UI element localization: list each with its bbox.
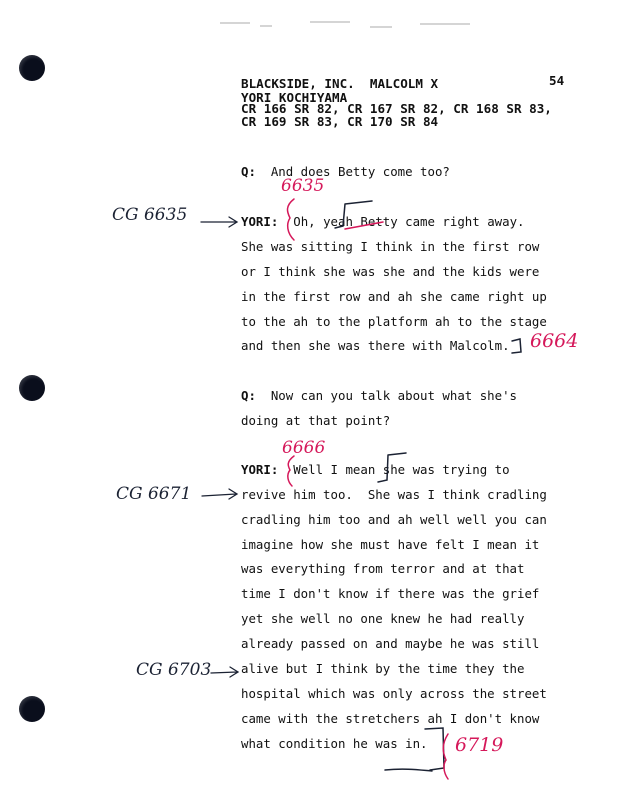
handwritten-timecode-4: 6719 <box>455 734 504 756</box>
arrow-icon <box>202 489 237 499</box>
transcript-line: was everything from terror and at that <box>241 561 525 576</box>
handwritten-timecode-2: 6664 <box>530 330 579 352</box>
transcript-line: She was sitting I think in the first row <box>241 239 540 254</box>
handwritten-timecode-1: 6635 <box>281 176 325 196</box>
transcript-line: or I think she was she and the kids were <box>241 264 540 279</box>
transcript-line: alive but I think by the time they the <box>241 661 525 676</box>
transcript-line: Well I mean she was trying to <box>293 462 510 477</box>
transcript-line: to the ah to the platform ah to the stage <box>241 314 547 329</box>
handwritten-cg-code-2: CG 6671 <box>116 484 192 504</box>
transcript-line: revive him too. She was I think cradling <box>241 487 547 502</box>
speaker-label: Q: <box>241 388 256 403</box>
header-line-4: CR 169 SR 83, CR 170 SR 84 <box>241 114 439 129</box>
speaker-label: YORI: <box>241 462 279 477</box>
transcript-line: hospital which was only across the street <box>241 686 547 701</box>
transcript-line: in the first row and ah she came right up <box>241 289 547 304</box>
transcript-line: imagine how she must have felt I mean it <box>241 537 540 552</box>
handwritten-cg-code-1: CG 6635 <box>112 205 188 225</box>
arrow-icon <box>201 217 237 227</box>
speaker-label: Q: <box>241 164 256 179</box>
bracket-mark <box>287 199 294 240</box>
handwritten-cg-code-3: CG 6703 <box>136 660 212 680</box>
bracket-mark <box>335 201 372 228</box>
arrow-icon <box>211 667 238 677</box>
transcript-line: cradling him too and ah well well you can <box>241 512 547 527</box>
transcript-line: doing at that point? <box>241 413 391 428</box>
transcript-line: what condition he was in. <box>241 736 428 751</box>
transcript-line: and then she was there with Malcolm. <box>241 338 510 353</box>
header-line-2: YORI KOCHIYAMA <box>241 90 348 105</box>
transcript-line: already passed on and maybe he was still <box>241 636 540 651</box>
speaker-label: YORI: <box>241 214 279 229</box>
bracket-mark <box>443 734 448 779</box>
transcript-line: Oh, yeah Betty came right away. <box>293 214 525 229</box>
transcript-line: And does Betty come too? <box>270 164 450 179</box>
bracket-mark <box>378 453 406 482</box>
header-line-1: BLACKSIDE, INC. MALCOLM X <box>241 76 439 91</box>
pen-stroke <box>385 769 432 771</box>
handwritten-timecode-3: 6666 <box>282 438 326 458</box>
bracket-mark <box>425 728 444 770</box>
bracket-mark <box>512 339 521 353</box>
transcript-line: Now can you talk about what she's <box>270 388 518 403</box>
transcript-line: came with the stretchers ah I don't know <box>241 711 540 726</box>
transcript-line: time I don't know if there was the grief <box>241 586 540 601</box>
transcript-line: yet she well no one knew he had really <box>241 611 525 626</box>
underline-mark <box>345 222 383 229</box>
page-number: 54 <box>549 73 565 88</box>
header-line-3: CR 166 SR 82, CR 167 SR 82, CR 168 SR 83, <box>241 101 552 116</box>
bracket-mark <box>288 456 294 486</box>
